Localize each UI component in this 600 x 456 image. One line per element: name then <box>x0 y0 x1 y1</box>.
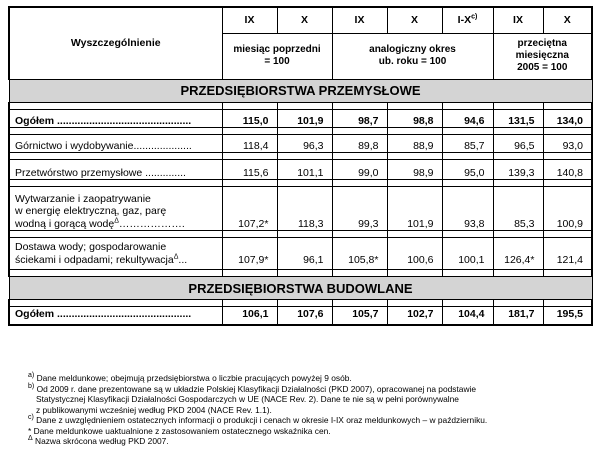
cell-value: 126,4* <box>493 238 543 270</box>
cell-value: 105,7 <box>332 307 387 325</box>
cell-value: 99,0 <box>332 159 387 179</box>
cell-value: 98,9 <box>387 159 442 179</box>
cell-value: 105,8* <box>332 238 387 270</box>
cell-value: 89,8 <box>332 134 387 152</box>
cell-value: 115,0 <box>222 109 277 127</box>
cell-value: 93,8 <box>442 186 493 231</box>
col-header-2: X <box>277 7 332 33</box>
table-row-water-supply <box>9 238 592 270</box>
col-header-5: $I-X^{c)}$ <box>442 7 493 33</box>
cell-value: 94,6 <box>442 109 493 127</box>
cell-value: 118,3 <box>277 186 332 231</box>
cell-value: 140,8 <box>543 159 592 179</box>
col-header-3: IX <box>332 7 387 33</box>
cell-value: 118,4 <box>222 134 277 152</box>
section-construction-band <box>9 277 592 300</box>
cell-value: 99,3 <box>332 186 387 231</box>
row-label: Przetwórstwo przemysłowe .............. <box>9 159 222 179</box>
header-row-periods <box>9 7 592 33</box>
table-row-construction-total <box>9 307 592 325</box>
cell-value: 181,7 <box>493 307 543 325</box>
cell-value: 85,7 <box>442 134 493 152</box>
cell-value: 100,6 <box>387 238 442 270</box>
group-header-avg-2005: przeciętna miesięczna 2005 = 100 <box>493 33 592 79</box>
cell-value: 101,9 <box>387 186 442 231</box>
cell-value: 102,7 <box>387 307 442 325</box>
row-label: Górnictwo i wydobywanie.................... <box>9 134 222 152</box>
footnote-b-line-2: Statystycznej Klasyfikacji Działalności Gospodarczych w UE (NACE Rev. 2). Dane te nie są w pełni porównywalne <box>36 394 459 404</box>
footnote-delta: $^\Delta$ Nazwa skrócona według PKD 2007. <box>28 435 169 446</box>
col-header-4: X <box>387 7 442 33</box>
cell-value: 115,6 <box>222 159 277 179</box>
cell-value: 107,9* <box>222 238 277 270</box>
cell-value: 100,1 <box>442 238 493 270</box>
row-label: Ogółem .............................................. <box>9 109 222 127</box>
table-row-energy <box>9 186 592 231</box>
cell-value: 195,5 <box>543 307 592 325</box>
cell-value: 107,6 <box>277 307 332 325</box>
cell-value: 134,0 <box>543 109 592 127</box>
cell-value: 121,4 <box>543 238 592 270</box>
cell-value: 101,9 <box>277 109 332 127</box>
cell-value: 131,5 <box>493 109 543 127</box>
cell-value: 101,1 <box>277 159 332 179</box>
cell-value: 98,7 <box>332 109 387 127</box>
cell-value: 106,1 <box>222 307 277 325</box>
cell-value: 95,0 <box>442 159 493 179</box>
section-industrial-title: PRZEDSIĘBIORSTWA PRZEMYSŁOWE <box>9 79 592 102</box>
section-industrial-band <box>9 79 592 102</box>
row-label: Dostawa wody; gospodarowanie ściekami i odpadami; rekultywacja$^\Delta$... <box>9 238 222 270</box>
cell-value: 107,2* <box>222 186 277 231</box>
row-label: Wytwarzanie i zaopatrywanie w energię elektryczną, gaz, parę wodną i gorącą wodę$^\Delta$………………. <box>9 186 222 231</box>
cell-value: 98,8 <box>387 109 442 127</box>
section-construction-title: PRZEDSIĘBIORSTWA BUDOWLANE <box>9 277 592 300</box>
col-header-1: IX <box>222 7 277 33</box>
table-wrapper <box>8 6 591 326</box>
cell-value: 100,9 <box>543 186 592 231</box>
cell-value: 96,5 <box>493 134 543 152</box>
cell-value: 93,0 <box>543 134 592 152</box>
cell-value: 104,4 <box>442 307 493 325</box>
footnote-star: * Dane meldunkowe uaktualnione z zastosowaniem ostatecznego wskaźnika cen. <box>28 425 331 436</box>
group-header-prev-month: miesiąc poprzedni = 100 <box>222 33 332 79</box>
footnote-b: $^{b)}$ Od 2009 r. dane prezentowane są w układzie Polskiej Klasyfikacji Działalności (PKD 2007), opracowanej na podstawie <box>28 382 477 394</box>
footnotes <box>28 373 588 447</box>
table-row-industrial-total <box>9 109 592 127</box>
cell-value: 96,1 <box>277 238 332 270</box>
footnote-a: $^{a)}$ Dane meldunkowe; obejmują przedsiębiorstwa o liczbie pracujących powyżej 9 osób. <box>28 372 352 383</box>
footnote-b-line-3: z publikowanymi wcześniej według PKD 2004 (NACE Rev. 1.1). <box>36 404 272 415</box>
table-row-manufacturing <box>9 159 592 179</box>
footnote-c: $^{c)}$ Dane z uwzględnieniem ostatecznych informacji o produkcji i cenach w okresie I-IX oraz meldunkowych – w październiku. <box>28 414 488 425</box>
cell-value: 96,3 <box>277 134 332 152</box>
label-column-header: Wyszczególnienie <box>9 7 222 79</box>
data-table <box>8 6 593 326</box>
row-label: Ogółem .............................................. <box>9 307 222 325</box>
cell-value: 139,3 <box>493 159 543 179</box>
table-row-mining <box>9 134 592 152</box>
cell-value: 85,3 <box>493 186 543 231</box>
group-header-prev-year: analogiczny okres ub. roku = 100 <box>332 33 493 79</box>
col-header-6: IX <box>493 7 543 33</box>
col-header-7: X <box>543 7 592 33</box>
cell-value: 88,9 <box>387 134 442 152</box>
